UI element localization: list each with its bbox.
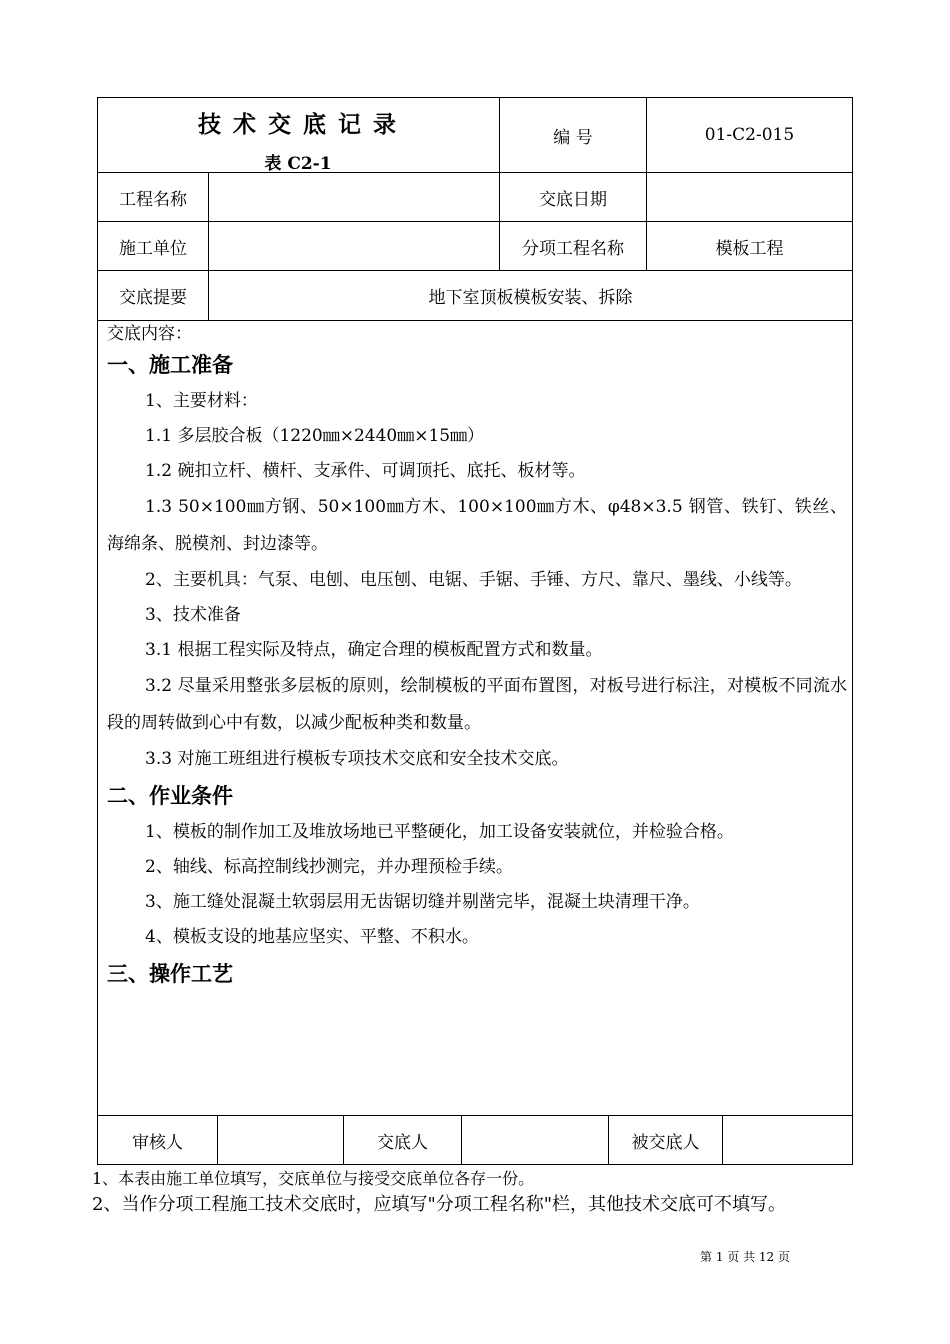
content-line: 1、主要材料： — [145, 391, 258, 411]
section-heading: 一、施工准备 — [107, 353, 233, 377]
summary-value: 地下室顶板模板安装、拆除 — [428, 288, 633, 308]
content-line: 2、轴线、标高控制线抄测完，并办理预检手续。 — [145, 857, 513, 877]
form-title: 技 术 交 底 记 录 — [197, 111, 399, 138]
discloser-value[interactable] — [462, 1116, 608, 1165]
content-line: 1.2 碗扣立杆、横杆、支承件、可调顶托、底托、板材等。 — [145, 461, 586, 481]
content-line: 2、主要机具：气泵、电刨、电压刨、电锯、手锯、手锤、方尺、靠尺、墨线、小线等。 — [145, 570, 802, 590]
content-line: 3.3 对施工班组进行模板专项技术交底和安全技术交底。 — [145, 749, 569, 769]
section-heading: 三、操作工艺 — [107, 962, 233, 986]
reviewer-value[interactable] — [218, 1116, 343, 1165]
date-value[interactable] — [647, 173, 852, 221]
table-rule — [97, 320, 853, 321]
sub-project-label: 分项工程名称 — [522, 238, 624, 259]
section-heading: 二、作业条件 — [107, 784, 233, 808]
sub-project-value: 模板工程 — [715, 238, 784, 259]
content-line: 1、模板的制作加工及堆放场地已平整硬化，加工设备安装就位，并检验合格。 — [145, 822, 734, 842]
receiver-label: 被交底人 — [631, 1133, 700, 1153]
number-label: 编 号 — [553, 127, 593, 148]
project-name-label: 工程名称 — [119, 189, 187, 210]
summary-label: 交底提要 — [119, 288, 187, 308]
content-line: 1.3 50×100㎜方钢、50×100㎜方木、100×100㎜方木、φ48×3.5 钢管、铁钉、铁丝、海绵条、脱模剂、封边漆等。 — [107, 497, 847, 554]
content-line: 1.1 多层胶合板（1220㎜×2440㎜×15㎜） — [145, 426, 485, 446]
contractor-value[interactable] — [209, 222, 499, 270]
discloser-label: 交底人 — [377, 1133, 428, 1153]
reviewer-label: 审核人 — [132, 1133, 183, 1153]
note-line: 2、当作分项工程施工技术交底时，应填写"分项工程名称"栏，其他技术交底可不填写。 — [92, 1194, 787, 1215]
content-line: 3.2 尽量采用整张多层板的原则，绘制模板的平面布置图，对板号进行标注，对模板不同流水段的周转做到心中有数，以减少配板种类和数量。 — [107, 676, 847, 733]
content-intro: 交底内容： — [107, 324, 192, 344]
contractor-label: 施工单位 — [119, 238, 187, 259]
note-line: 1、本表由施工单位填写，交底单位与接受交底单位各存一份。 — [92, 1169, 535, 1188]
content-line: 4、模板支设的地基应坚实、平整、不积水。 — [145, 927, 479, 947]
number-value: 01-C2-015 — [704, 125, 795, 145]
form-notes — [92, 1168, 867, 1217]
receiver-value[interactable] — [723, 1116, 852, 1165]
content-line: 3、施工缝处混凝土软弱层用无齿锯切缝并剔凿完毕，混凝土块清理干净。 — [145, 892, 700, 912]
date-label: 交底日期 — [539, 189, 607, 210]
page-number: 第 1 页 共 12 页 — [700, 1250, 790, 1264]
form-code: 表 C2-1 — [264, 154, 332, 174]
disclosure-content — [107, 322, 847, 993]
project-name-value[interactable] — [209, 173, 499, 221]
content-line: 3.1 根据工程实际及特点，确定合理的模板配置方式和数量。 — [145, 640, 603, 660]
content-line: 3、技术准备 — [145, 605, 241, 625]
